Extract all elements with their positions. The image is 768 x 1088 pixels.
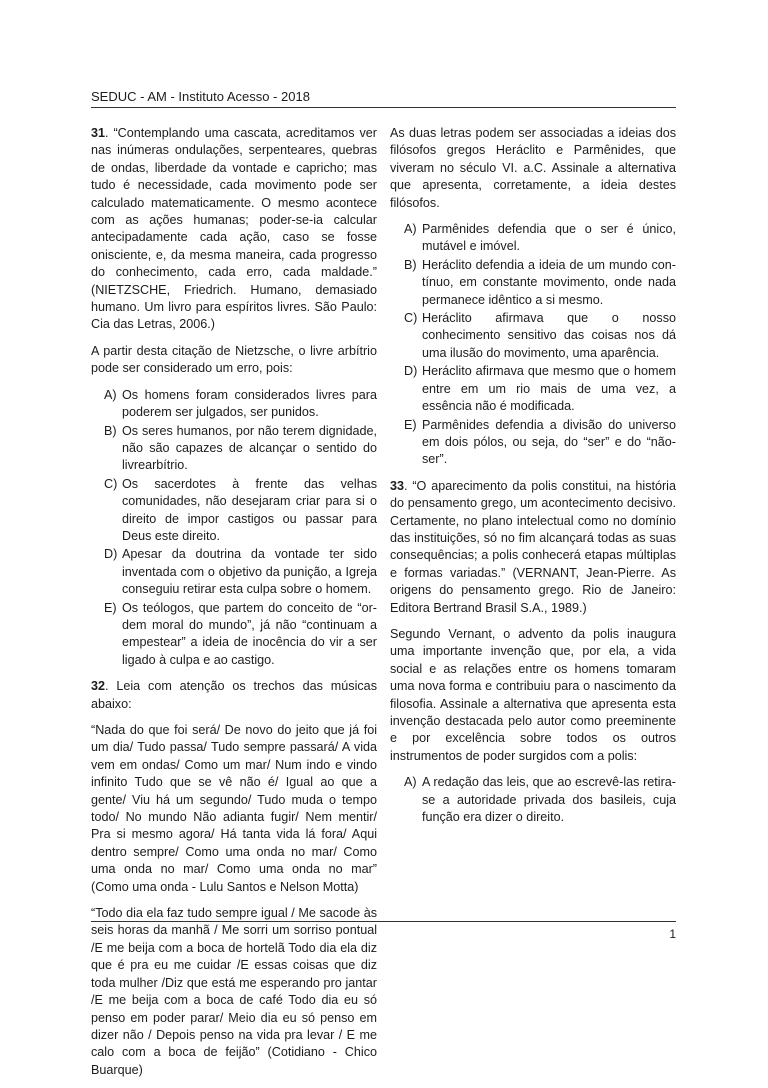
option-c[interactable] bbox=[390, 310, 676, 362]
question-33-number: 33 bbox=[390, 478, 405, 493]
option-b[interactable] bbox=[390, 257, 676, 309]
question-32-statement bbox=[91, 678, 377, 713]
option-text: Apesar da doutrina da vontade ter sido inventada com o objetivo da punição, a Igreja conseguiu retirar esta culpa sobre o homem. bbox=[122, 547, 377, 597]
footer-divider bbox=[91, 921, 676, 922]
option-d[interactable] bbox=[91, 546, 377, 598]
question-33-prompt: Segundo Vernant, o advento da polis inaugura uma importante invenção que, por ela, a vida social e as relações entre os homens tomaram uma nova forma e contribuiu para o nascimento da filosofia. Assinale a alternativa que apresenta esta invenção destacada pelo autor como preeminente e por excelência sobre todos os outros instrumentos de poder surgidos com a polis: bbox=[390, 626, 676, 763]
option-letter: B) bbox=[104, 423, 117, 438]
option-letter: E) bbox=[104, 600, 117, 615]
question-33-options bbox=[390, 774, 676, 826]
option-text: Os sacerdotes à frente das velhas comunidades, não desejaram criar para si o direito de impor castigos ou passar para Deus este direito. bbox=[122, 476, 377, 543]
option-text: A redação das leis, que ao escrevê-las retira-se a autoridade privada dos basileis, cuja função era dizer o direito. bbox=[422, 775, 676, 825]
question-32-options bbox=[390, 221, 676, 469]
option-a[interactable] bbox=[390, 221, 676, 256]
right-column bbox=[390, 125, 676, 835]
option-text: Parmênides defendia que o ser é único, mutável e imóvel. bbox=[422, 222, 676, 254]
option-text: Os teólogos, que partem do conceito de “ordem moral do mundo”, já não “continuam a empestear” a ideia de inocência do vir a ser ligado à culpa e ao castigo. bbox=[122, 600, 377, 667]
question-32-number: 32 bbox=[91, 679, 106, 694]
option-c[interactable] bbox=[91, 476, 377, 546]
question-32-lyrics-1: “Nada do que foi será/ De novo do jeito que já foi um dia/ Tudo passa/ Tudo sempre passará/ A vida vem em ondas/ Como um mar/ Num indo e vindo infinito Tudo que se vê não é/ Igual ao que a gente/ Viu há um segundo/ Tudo muda o tempo todo/ No mundo Não adianta fugir/ Nem mentir/ Pra si mesmo agora/ Há tanta vida lá fora/ Aqui dentro sempre/ Como uma onda no mar/ Como uma onda no mar/ Como uma onda no mar” (Como uma onda - Lulu Santos e Nelson Motta) bbox=[91, 723, 377, 894]
option-text: Parmênides defendia a divisão do universo em dois pólos, ou seja, do “ser” e do “não-ser”. bbox=[422, 417, 676, 467]
option-letter: A) bbox=[404, 775, 417, 790]
option-text: Os homens foram considerados livres para poderem ser julgados, ser punidos. bbox=[122, 387, 377, 420]
option-d[interactable] bbox=[390, 363, 676, 415]
question-31-text: . “Contemplando uma cascata, acreditamos ver nas inúmeras ondulações, serpenteares, quebras de ondas, liberdade da vontade e capricho; mas tudo é necessidade, cada movimento pode ser calculado matematicamente. O mesmo acontece com as ações humanas; poder-se-ia calcular antecipadamente cada ação, caso se fosse onisciente, e, da mesma maneira, cada progresso do conhecimento, cada erro, cada maldade.” (NIETZSCHE, Friedrich. Humano, demasiado humano. Um livro para espíritos livres. São Paulo: Cia das Letras, 2006.) bbox=[91, 126, 377, 332]
option-e[interactable] bbox=[91, 600, 377, 670]
option-text: Heráclito afirmava que o nosso conhecimento sensitivo das coisas nos dá uma ilusão do movimento, uma aparência. bbox=[422, 311, 676, 360]
option-letter: A) bbox=[404, 222, 417, 237]
question-31-options bbox=[91, 387, 377, 670]
question-33-statement bbox=[390, 478, 676, 617]
question-32-lyrics-2: “Todo dia ela faz tudo sempre igual / Me sacode às seis horas da manhã / Me sorri um sorriso pontual /E me beija com a boca de hortelã Todo dia ela diz que é pra eu me cuidar /E essas coisas que diz toda mulher /Diz que está me esperando pro jantar /E me beija com a boca de café Todo dia eu só penso em poder parar/ Meio dia eu só penso em dizer não / Depois penso na vida pra levar / E me calo com a boca de feijão” (Cotidiano - Chico Buarque) bbox=[91, 906, 377, 1077]
option-a[interactable] bbox=[390, 774, 676, 826]
page-number: 1 bbox=[669, 927, 676, 941]
option-text: Heráclito defendia a ideia de um mundo contínuo, em constante movimento, onde nada permanece idêntico a si mesmo. bbox=[422, 257, 676, 307]
option-letter: B) bbox=[404, 257, 417, 272]
page-header bbox=[91, 88, 676, 106]
left-column bbox=[91, 125, 377, 1088]
question-31-statement bbox=[91, 125, 377, 334]
header-divider bbox=[91, 107, 676, 108]
option-b[interactable] bbox=[91, 423, 377, 475]
question-32-prompt: As duas letras podem ser associadas a ideias dos filósofos gregos Heráclito e Parmênides, que viveram no século VI. a.C. Assinale a alternativa que apresenta, corretamente, a ideia destes filósofos. bbox=[390, 126, 676, 210]
option-letter: D) bbox=[104, 547, 118, 562]
option-letter: D) bbox=[404, 364, 418, 379]
question-33-text: . “O aparecimento da polis constitui, na história do pensamento grego, um acontecimento decisivo. Certamente, no plano intelectual como no domínio das instituições, só no fim alcançará todas as suas consequências; a polis conhecerá etapas múltiplas e formas variadas.” (VERNANT, Jean-Pierre. As origens do pensamento grego. Rio de Janeiro: Editora Bertrand Brasil S.A., 1989.) bbox=[390, 478, 676, 615]
question-31-prompt: A partir desta citação de Nietzsche, o livre arbítrio pode ser considerado um erro, pois: bbox=[91, 343, 377, 376]
header-title: SEDUC - AM - Instituto Acesso - 2018 bbox=[91, 89, 310, 104]
option-letter: C) bbox=[104, 476, 118, 491]
option-text: Os seres humanos, por não terem dignidade, não são capazes de alcançar o sentido do livrearbítrio. bbox=[122, 423, 377, 473]
question-32-text: . Leia com atenção os trechos das músicas abaixo: bbox=[91, 679, 377, 711]
option-a[interactable] bbox=[91, 387, 377, 422]
option-letter: E) bbox=[404, 417, 417, 432]
option-text: Heráclito afirmava que mesmo que o homem entre em um rio mais de uma vez, a essência não é modificada. bbox=[422, 364, 676, 414]
option-letter: A) bbox=[104, 387, 117, 402]
question-31-number: 31 bbox=[91, 126, 106, 140]
option-letter: C) bbox=[404, 311, 418, 326]
option-e[interactable] bbox=[390, 417, 676, 469]
